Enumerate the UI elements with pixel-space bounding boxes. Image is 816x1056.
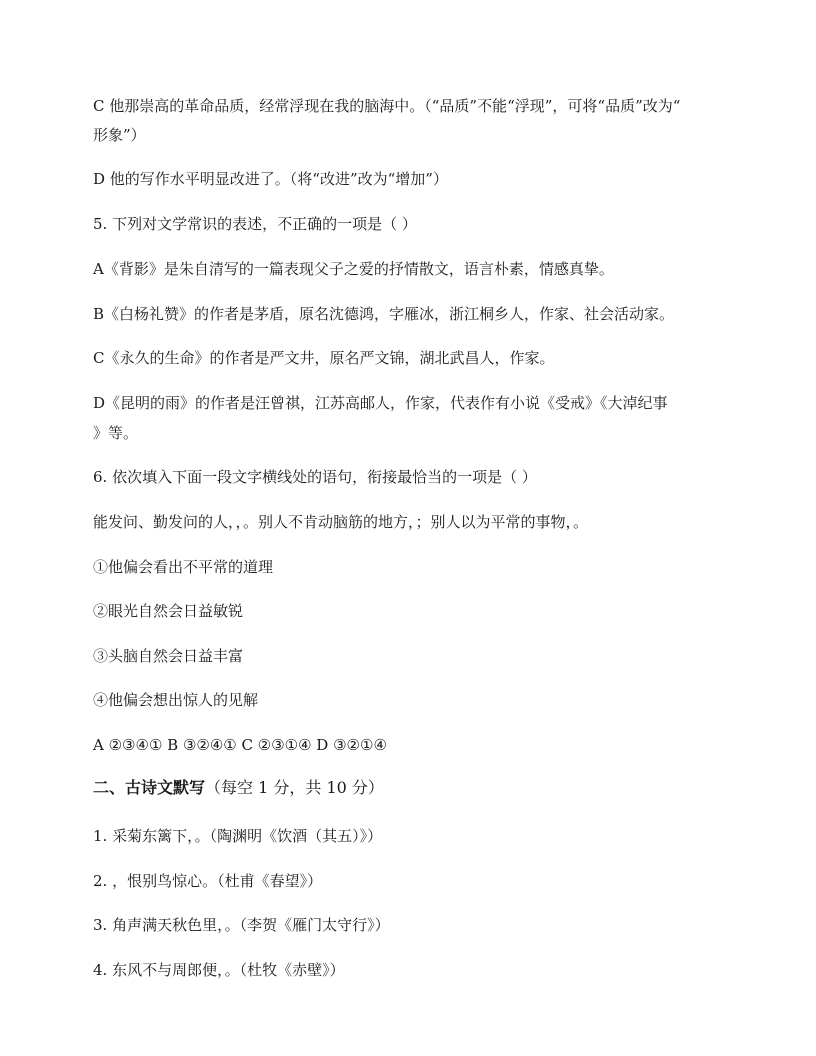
q5-option-b: B《白杨礼赞》的作者是茅盾，原名沈德鸿，字雁冰，浙江桐乡人，作家、社会活动家。 [93,305,675,323]
q6-item-3: ③头脑自然会日益丰富 [93,647,244,665]
q5-option-a: A《背影》是朱自清写的一篇表现父子之爱的抒情散文，语言朴素，情感真挚。 [93,260,614,278]
section-2-heading [93,776,733,800]
poem-question-2: 2. ，恨别鸟惊心。（杜甫《春望》） [93,872,323,890]
q5-option-d-line2: 》等。 [93,424,139,442]
q5-option-d-line1: D《昆明的雨》的作者是汪曾祺，江苏高邮人，作家，代表作有小说《受戒》《大淖纪事 [93,394,668,412]
q5-option-c: C《永久的生命》的作者是严文井，原名严文锦，湖北武昌人，作家。 [93,349,555,367]
q5-stem: 5. 下列对文学常识的表述，不正确的一项是（ ） [93,215,417,233]
q6-item-2: ②眼光自然会日益敏锐 [93,602,244,620]
q6-stem: 6. 依次填入下面一段文字横线处的语句，衔接最恰当的一项是（ ） [93,468,537,486]
poem-question-3: 3. 角声满天秋色里，。（李贺《雁门太守行》） [93,916,390,934]
q6-item-4: ④他偏会想出惊人的见解 [93,691,259,709]
q4-option-c-line2: 形象”） [93,126,146,144]
poem-question-4: 4. 东风不与周郎便，。（杜牧《赤壁》） [93,961,345,979]
section-2-title: 二、古诗文默写 [93,778,206,797]
poem-question-1: 1. 采菊东篱下，。（陶渊明《饮酒（其五）》） [93,827,383,845]
q6-passage: 能发问、勤发问的人，，。别人不肯动脑筋的地方，；别人以为平常的事物，。 [93,513,589,531]
q4-option-c-line1: C 他那崇高的革命品质，经常浮现在我的脑海中。（“品质”不能“浮现”，可将“品质”改为“ [93,97,681,115]
section-2-note: （每空 1 分，共 10 分） [205,778,384,797]
q6-choices: A ②③④① B ③②④① C ②③①④ D ③②①④ [93,736,387,754]
q6-item-1: ①他偏会看出不平常的道理 [93,558,274,576]
q4-option-d: D 他的写作水平明显改进了。（将“改进”改为“增加”） [93,170,448,188]
